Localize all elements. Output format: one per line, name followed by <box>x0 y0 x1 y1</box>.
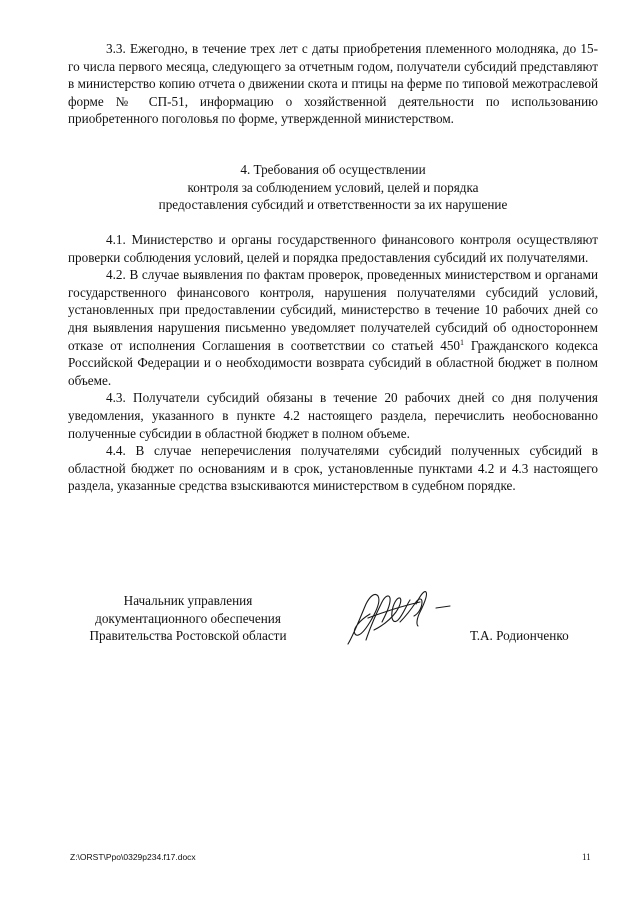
paragraph-4-1: 4.1. Министерство и органы государственного финансового контроля осуществляют проверки соблюдения условий, целей и порядка предоставления субсидий их получателями. <box>68 232 598 265</box>
heading-line-3: предоставления субсидий и ответственности за их нарушение <box>158 197 508 213</box>
heading-line-1: 4. Требования об осуществлении <box>240 162 426 177</box>
paragraph-4-3: 4.3. Получатели субсидий обязаны в течение 20 рабочих дней со дня получения уведомления, указанного в пункте 4.2 настоящего раздела, перечислить необоснованно полученные субсидии в областной бюджет в полном объеме. <box>68 390 598 441</box>
page-number: 11 <box>582 852 591 862</box>
handwritten-signature-icon <box>340 582 460 652</box>
footer-file-path: Z:\ORST\Ppo\0329p234.f17.docx <box>70 852 196 862</box>
signatory-title-line-3: Правительства Ростовской области <box>89 628 287 644</box>
section-3-body <box>68 40 598 128</box>
signatory-title-line-1: Начальник управления <box>123 593 253 608</box>
section-4-heading <box>68 161 598 214</box>
signatory-title-line-2: документационного обеспечения <box>95 610 281 626</box>
paragraph-4-2-text-b: Гражданского кодекса Российской Федерации и о необходимости возврата субсидий в областной бюджет в полном объеме. <box>68 337 598 388</box>
heading-line-2: контроля за соблюдением условий, целей и порядка <box>187 179 479 195</box>
signatory-title <box>68 592 308 645</box>
paragraph-4-2 <box>68 266 598 389</box>
paragraph-3-3: 3.3. Ежегодно, в течение трех лет с даты приобретения племенного молодняка, до 15-го числа первого месяца, следующего за отчетным годом, получатели субсидий представляют в министерство копию отчета о движении скота и птицы на ферме по типовой межотраслевой форме № СП-51, информацию о хозяйственной деятельности по использованию приобретенного поголовья по форме, утвержденной министерством. <box>68 41 598 127</box>
article-superscript: 1 <box>460 337 465 347</box>
paragraph-4-2-text-a: 4.2. В случае выявления по фактам проверок, проведенных министерством и органами государственного финансового контроля, нарушения получателями субсидий условий, установленных при предоставлении субсидий, министерство в течение 10 рабочих дней со дня выявления нарушения письменно уведомляет получателей субсидий об одностороннем отказе от исполнения Соглашения в соответствии со статьей 450 <box>68 267 598 353</box>
section-4-body <box>68 231 598 495</box>
paragraph-4-4: 4.4. В случае неперечисления получателями субсидий полученных субсидий в областной бюджет по основаниям и в срок, установленные пунктами 4.2 и 4.3 настоящего раздела, указанные средства взыскиваются министерством в судебном порядке. <box>68 443 598 494</box>
signatory-name: Т.А. Родионченко <box>470 628 569 643</box>
